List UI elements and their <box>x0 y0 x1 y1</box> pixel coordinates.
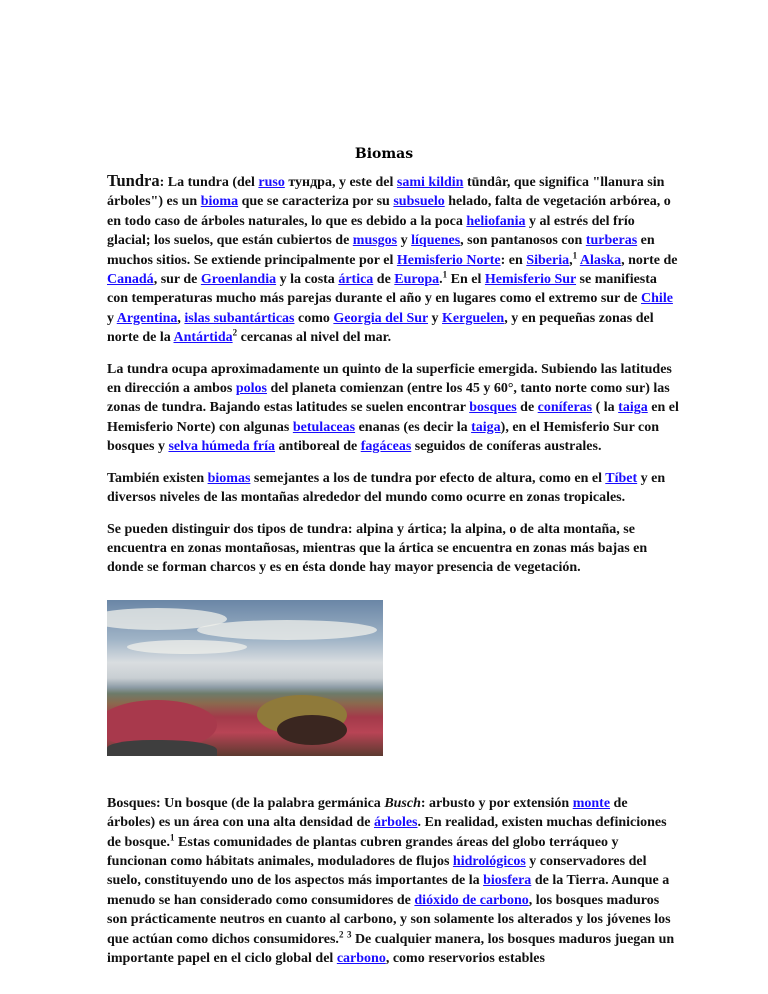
text-run: cercanas al nivel del mar. <box>237 330 392 346</box>
hyperlink[interactable]: Georgia del Sur <box>333 310 429 326</box>
hyperlink[interactable]: fagáceas <box>360 439 412 455</box>
paragraph <box>107 469 679 508</box>
hyperlink[interactable]: carbono <box>336 950 386 966</box>
hyperlink[interactable]: turberas <box>585 233 638 249</box>
footnote-ref: 3 <box>346 928 352 939</box>
text-run: . En realidad, existen muchas definiciones de bosque. <box>107 815 667 850</box>
hyperlink[interactable]: ruso <box>258 175 285 190</box>
text-run: del planeta comienzan (entre los 45 y 60°, tanto norte como sur) las zonas de tundra. Bajando estas latitudes se suelen encontrar <box>107 381 670 416</box>
text-run: тундра, y este del <box>284 175 397 190</box>
hyperlink[interactable]: Alaska <box>579 252 622 268</box>
footnote-ref: 2 <box>338 928 344 939</box>
hyperlink[interactable]: Kerguelen <box>442 310 505 326</box>
hyperlink[interactable]: biosfera <box>483 873 532 889</box>
text-run: enanas (es decir la <box>355 419 472 435</box>
hyperlink[interactable]: Hemisferio Sur <box>484 272 577 288</box>
text-run: como <box>294 310 334 326</box>
text-run: seguidos de coníferas australes. <box>411 439 602 455</box>
text-run: , y en pequeñas zonas del norte de la <box>107 310 654 346</box>
text-run: En el <box>447 272 485 288</box>
hyperlink[interactable]: Antártida <box>173 330 233 346</box>
text-run: antiboreal de <box>275 439 361 455</box>
text-run: y conservadores del suelo, constituyendo uno de los aspectos más importantes de la <box>107 853 647 889</box>
footnote-ref: 1 <box>442 269 448 280</box>
hyperlink[interactable]: taiga <box>471 419 501 435</box>
text-run: , son pantanosos con <box>460 233 586 249</box>
text-run: en el Hemisferio Norte) con algunas <box>107 400 679 435</box>
hyperlink[interactable]: ártica <box>338 272 374 288</box>
hyperlink[interactable]: polos <box>235 381 267 397</box>
text-run: , <box>177 310 185 326</box>
text-run: y en diversos niveles de las montañas alrededor del mundo como ocurre en zonas tropicales. <box>107 470 666 506</box>
text-run: , norte de <box>621 252 678 268</box>
text-run: de <box>516 400 538 416</box>
text-run: en muchos sitios. Se extiende principalmente por el <box>107 233 655 268</box>
text-run: Busch <box>384 795 421 811</box>
section-heading: Tundra <box>107 171 160 190</box>
hyperlink[interactable]: bioma <box>200 194 239 210</box>
text-run: , <box>569 252 573 268</box>
text-run: ( la <box>592 400 619 416</box>
text-run: se manifiesta con temperaturas mucho más parejas durante el año y en lugares como el extremo sur de <box>107 272 657 307</box>
hyperlink[interactable]: coníferas <box>537 400 593 416</box>
text-run: y <box>428 310 443 326</box>
hyperlink[interactable]: árboles <box>373 815 418 831</box>
text-run: . <box>439 272 443 288</box>
footnote-ref: 2 <box>232 327 238 338</box>
text-run: Estas comunidades de plantas cubren grandes áreas del globo terráqueo y funcionan como hábitats animales, moduladores de flujos <box>107 834 619 869</box>
text-run: semejantes a los de tundra por efecto de altura, como en el <box>250 470 606 486</box>
text-run: y al estrés del frío glacial; los suelos, que están cubiertos de <box>107 213 635 249</box>
document-title: Biomas <box>354 146 414 162</box>
text-run: helado, falta de vegetación arbórea, o en todo caso de árboles naturales, lo que es debido a la poca <box>107 194 671 229</box>
text-run: de árboles) es un área con una alta densidad de <box>107 795 628 831</box>
hyperlink[interactable]: islas subantárticas <box>184 310 295 326</box>
text-run: y la costa <box>276 272 339 288</box>
text-run: y <box>107 310 117 326</box>
text-run: de la Tierra. Aunque a menudo se han considerado como consumidores de <box>107 873 670 908</box>
hyperlink[interactable]: Chile <box>641 291 673 307</box>
hyperlink[interactable]: Europa <box>394 272 440 288</box>
hyperlink[interactable]: Canadá <box>107 272 154 288</box>
hyperlink[interactable]: selva húmeda fría <box>168 439 276 455</box>
text-run: : arbusto y por extensión <box>420 795 573 811</box>
hyperlink[interactable]: subsuelo <box>393 194 445 210</box>
hyperlink[interactable]: Groenlandia <box>200 272 277 288</box>
text-run: Se pueden distinguir dos tipos de tundra: alpina y ártica; la alpina, o de alta montaña, se encuentra en zonas montañosas, mientras que la ártica se encuentra en zonas más bajas en donde se forman charcos y es en ésta donde hay mayor presencia de vegetación. <box>107 521 648 576</box>
hyperlink[interactable]: heliofania <box>466 213 526 229</box>
text-run: , como reservorios estables <box>385 950 545 966</box>
hyperlink[interactable]: Siberia <box>526 252 570 268</box>
footnote-ref: 1 <box>572 249 578 260</box>
text-run: , sur de <box>153 272 201 288</box>
hyperlink[interactable]: taiga <box>618 400 648 416</box>
hyperlink[interactable]: Tíbet <box>605 470 638 486</box>
hyperlink[interactable]: monte <box>572 795 611 811</box>
text-run: tūndâr, que significa "llanura sin árboles") es un <box>107 175 665 210</box>
paragraph <box>107 171 679 348</box>
paragraph <box>107 520 679 578</box>
text-run: De cualquier manera, los bosques maduros juegan un importante papel en el ciclo global del <box>107 931 675 966</box>
hyperlink[interactable]: Argentina <box>116 310 178 326</box>
text-run: que se caracteriza por su <box>238 194 394 210</box>
text-run: Bosques: Un bosque (de la palabra germánica <box>107 795 385 811</box>
hyperlink[interactable]: hidrológicos <box>452 853 526 869</box>
hyperlink[interactable]: biomas <box>207 470 251 486</box>
text-run: : La tundra (del <box>159 175 259 190</box>
text-run: ), en el Hemisferio Sur con bosques y <box>107 419 660 455</box>
paragraph <box>107 794 679 969</box>
document-body <box>107 171 679 968</box>
hyperlink[interactable]: betulaceas <box>292 419 356 435</box>
footnote-ref: 1 <box>170 831 175 842</box>
hyperlink[interactable]: musgos <box>352 233 398 249</box>
hyperlink[interactable]: dióxido de carbono <box>414 892 529 908</box>
text-run: y <box>397 233 412 249</box>
text-run: : en <box>500 252 527 268</box>
paragraph <box>107 360 679 457</box>
hyperlink[interactable]: líquenes <box>411 233 461 249</box>
text-run: La tundra ocupa aproximadamente un quinto de la superficie emergida. Subiendo las latitudes en dirección a ambos <box>107 361 672 397</box>
text-run: de <box>373 272 395 288</box>
text-run: También existen <box>107 470 208 486</box>
hyperlink[interactable]: sami kildin <box>396 175 464 190</box>
hyperlink[interactable]: bosques <box>469 400 517 416</box>
hyperlink[interactable]: Hemisferio Norte <box>396 252 501 268</box>
text-run: , los bosques maduros son prácticamente neutros en cuanto al carbono, y son solamente los alterados y los jóvenes los que actúan como dichos consumidores. <box>107 892 671 947</box>
tundra-landscape-photo <box>107 600 383 756</box>
